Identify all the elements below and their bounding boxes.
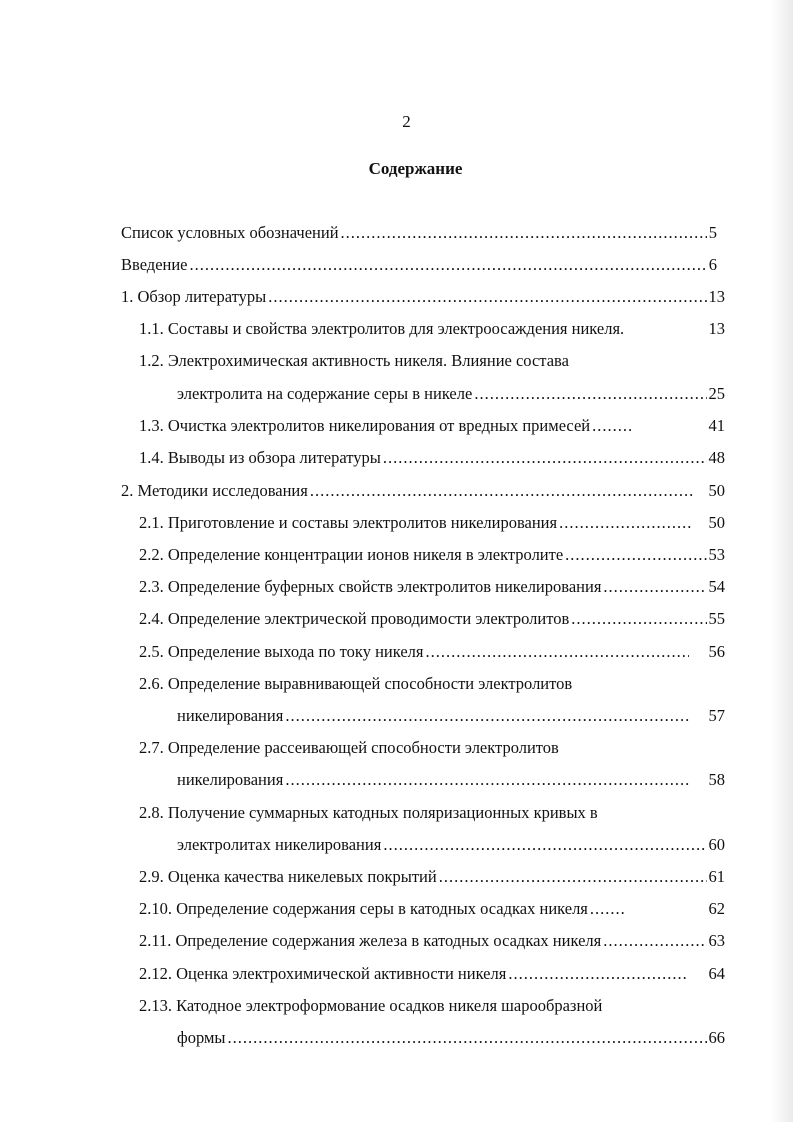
toc-entry-title: 2.6. Определение выравнивающей способности электролитов xyxy=(139,674,573,693)
toc-entry-page: 25 xyxy=(708,384,725,403)
toc-entry-title: 2.3. Определение буферных свойств электролитов никелирования xyxy=(139,577,602,596)
toc-entry xyxy=(139,545,725,569)
toc-entry-title: 2.4. Определение электрической проводимости электролитов xyxy=(139,609,570,628)
toc-leader-dots xyxy=(559,513,692,533)
toc-entry-page: 5 xyxy=(708,223,717,242)
page-title: Содержание xyxy=(368,159,463,178)
toc-entry-title: 1.4. Выводы из обзора литературы xyxy=(139,448,381,467)
toc-entry xyxy=(139,448,725,472)
toc-entry-page: 50 xyxy=(708,513,725,532)
toc-entry-title: 2.12. Оценка электрохимической активности никеля xyxy=(139,964,507,983)
toc-entry-page: 61 xyxy=(708,867,725,886)
toc-entry-title: 1.3. Очистка электролитов никелирования от вредных примесей xyxy=(139,416,591,435)
toc-entry-title: 2.2. Определение концентрации ионов никеля в электролите xyxy=(139,545,564,564)
toc-leader-dots xyxy=(310,481,693,501)
toc-entry-page: 13 xyxy=(708,319,725,338)
toc-entry xyxy=(139,899,725,923)
toc-entry-page: 6 xyxy=(708,255,717,274)
toc-entry-title: 2.11. Определение содержания железа в катодных осадках никеля xyxy=(139,931,602,950)
toc-entry-title: 2.9. Оценка качества никелевых покрытий xyxy=(139,867,437,886)
toc-entry-page: 41 xyxy=(708,416,725,435)
toc-entry xyxy=(177,706,725,730)
toc-entry-page: 54 xyxy=(708,577,725,596)
toc-leader-dots xyxy=(383,448,707,468)
toc-entry xyxy=(139,964,725,988)
toc-leader-dots xyxy=(190,255,707,275)
toc-entry-title: 2.1. Приготовление и составы электролитов никелирования xyxy=(139,513,558,532)
toc-leader-dots xyxy=(268,287,706,307)
scan-edge-shadow xyxy=(771,0,793,1122)
toc-entry xyxy=(139,642,725,666)
toc-entry xyxy=(139,867,725,891)
toc-entry-page: 60 xyxy=(708,835,725,854)
toc-entry-title: 2.13. Катодное электроформование осадков никеля шарообразной xyxy=(139,996,603,1015)
toc-entry xyxy=(121,223,717,247)
toc-leader-dots xyxy=(603,931,706,951)
toc-entry-page: 62 xyxy=(708,899,725,918)
toc-entry xyxy=(121,287,725,311)
toc-leader-dots xyxy=(474,384,706,404)
toc-entry xyxy=(177,835,725,859)
toc-entry xyxy=(139,931,725,955)
toc-leader-dots xyxy=(227,1028,706,1048)
toc-leader-dots xyxy=(383,835,706,855)
toc-leader-dots xyxy=(590,899,624,919)
toc-entry-title: электролитах никелирования xyxy=(177,835,382,854)
toc-leader-dots xyxy=(426,642,689,662)
toc-entry xyxy=(139,609,725,633)
toc-entry-page: 53 xyxy=(708,545,725,564)
toc-entry-page: 64 xyxy=(708,964,725,983)
toc-entry-title: никелирования xyxy=(177,706,284,725)
toc-entry-title: формы xyxy=(177,1028,226,1047)
toc-entry-page: 48 xyxy=(708,448,725,467)
toc-entry-title: 1. Обзор литературы xyxy=(121,287,267,306)
toc-leader-dots xyxy=(285,706,688,726)
toc-entry-page: 57 xyxy=(708,706,725,725)
toc-entry-title: 1.2. Электрохимическая активность никеля. Влияние состава xyxy=(139,351,569,370)
toc-entry xyxy=(139,513,725,537)
toc-entry xyxy=(121,255,717,279)
toc-entry-title: 2. Методики исследования xyxy=(121,481,308,500)
toc-entry-page: 63 xyxy=(708,931,725,950)
toc-leader-dots xyxy=(439,867,707,887)
toc-leader-dots xyxy=(285,770,688,790)
toc-entry-page: 13 xyxy=(708,287,725,306)
toc-leader-dots xyxy=(565,545,706,565)
toc-entry-page: 56 xyxy=(708,642,725,661)
toc-entry xyxy=(139,416,725,440)
toc-leader-dots xyxy=(592,416,632,436)
toc-leader-dots xyxy=(341,223,707,243)
toc-entry-page: 66 xyxy=(708,1028,725,1047)
toc-entry-title: 2.7. Определение рассеивающей способности электролитов xyxy=(139,738,559,757)
toc-entry-page: 55 xyxy=(708,609,725,628)
toc-entry-title: электролита на содержание серы в никеле xyxy=(177,384,473,403)
toc-leader-dots xyxy=(508,964,686,984)
toc-entry-title: Список условных обозначений xyxy=(121,223,339,242)
toc-entry-title: никелирования xyxy=(177,770,284,789)
toc-entry xyxy=(139,577,725,601)
toc-entry-title: 1.1. Составы и свойства электролитов для электроосаждения никеля. xyxy=(139,319,625,338)
toc-entry-title: 2.8. Получение суммарных катодных поляризационных кривых в xyxy=(139,803,598,822)
toc-entry xyxy=(177,384,725,408)
page-number: 2 xyxy=(402,112,411,131)
toc-entry xyxy=(139,319,725,343)
toc-entry xyxy=(121,481,725,505)
toc-entry-title: 2.5. Определение выхода по току никеля xyxy=(139,642,424,661)
toc-leader-dots xyxy=(603,577,706,597)
toc-entry-page: 58 xyxy=(708,770,725,789)
toc-entry xyxy=(177,1028,725,1052)
toc-leader-dots xyxy=(571,609,706,629)
toc-entry-page: 50 xyxy=(708,481,725,500)
toc-entry-title: 2.10. Определение содержания серы в катодных осадках никеля xyxy=(139,899,588,918)
toc-entry-title: Введение xyxy=(121,255,188,274)
toc-entry xyxy=(177,770,725,794)
